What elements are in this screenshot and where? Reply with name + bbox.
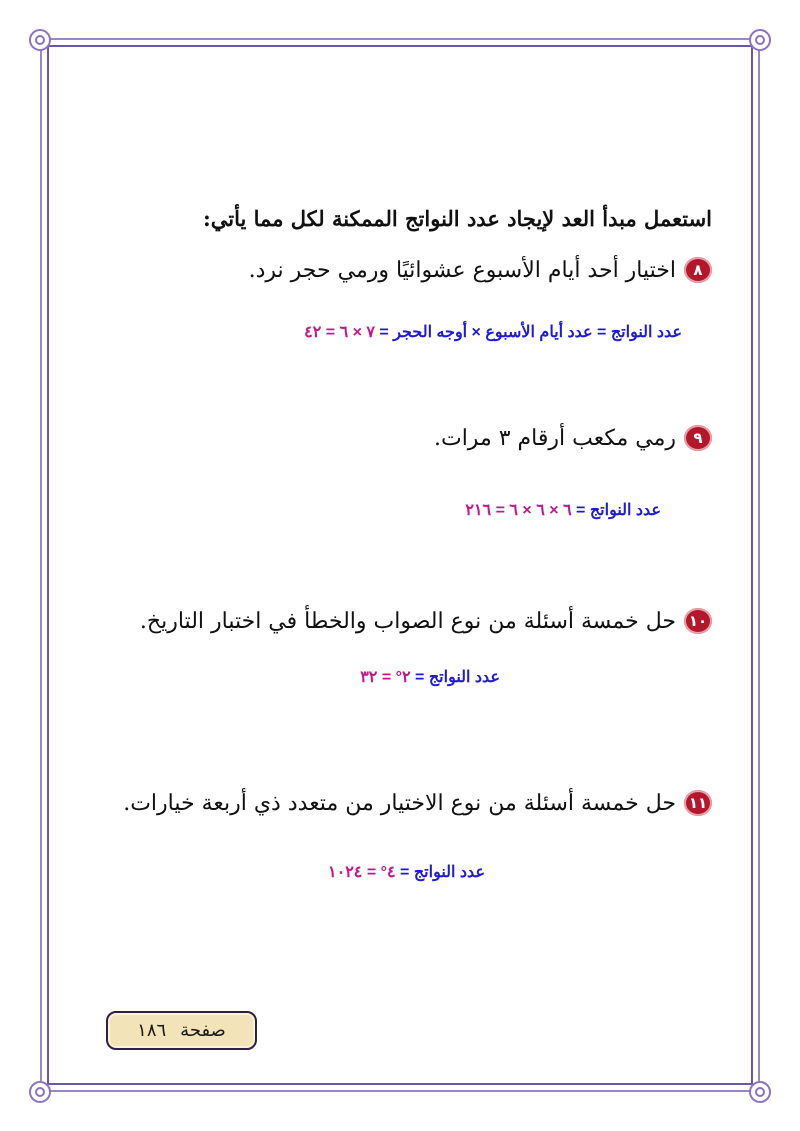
question-text: حل خمسة أسئلة من نوع الاختيار من متعدد ذي أربعة خيارات. (123, 790, 676, 816)
corner-ornament-icon (29, 29, 51, 51)
instruction-heading: استعمل مبدأ العد لإيجاد عدد النواتج الممكنة لكل مما يأتي: (203, 206, 712, 231)
question-text: اختيار أحد أيام الأسبوع عشوائيًا ورمي حجر نرد. (248, 257, 676, 283)
question-11 (123, 790, 712, 816)
answer-label: عدد النواتج = عدد أيام الأسبوع × أوجه الحجر = (374, 324, 682, 341)
page-number: ١٨٦ (137, 1020, 167, 1041)
question-9 (434, 425, 712, 451)
answer-label: عدد النواتج = (410, 669, 500, 686)
corner-ornament-icon (749, 1081, 771, 1103)
answer-value: ٧ × ٦ = ٤٢ (304, 324, 375, 341)
question-10 (140, 608, 712, 634)
question-number-badge: ١٠ (684, 608, 712, 634)
question-text: رمي مكعب أرقام ٣ مرات. (433, 425, 676, 451)
question-number-badge: ٩ (684, 425, 712, 451)
answer-value: ٢° = ٣٢ (360, 669, 411, 686)
answer-value: ٤° = ١٠٢٤ (328, 864, 396, 881)
answer-8 (304, 322, 682, 342)
corner-ornament-icon (749, 29, 771, 51)
answer-11 (328, 862, 485, 882)
question-number-badge: ٨ (684, 257, 712, 283)
corner-ornament-icon (29, 1081, 51, 1103)
page-number-box (106, 1011, 257, 1050)
answer-value: ٦ × ٦ × ٦ = ٢١٦ (465, 502, 572, 519)
answer-10 (360, 667, 500, 687)
question-text: حل خمسة أسئلة من نوع الصواب والخطأ في اختبار التاريخ. (139, 608, 676, 634)
page-frame-inner (47, 45, 753, 1085)
answer-label: عدد النواتج = (395, 864, 485, 881)
answer-9 (465, 500, 661, 520)
page-label: صفحة (180, 1020, 226, 1041)
answer-label: عدد النواتج = (571, 502, 661, 519)
question-8 (249, 257, 712, 283)
question-number-badge: ١١ (684, 790, 712, 816)
